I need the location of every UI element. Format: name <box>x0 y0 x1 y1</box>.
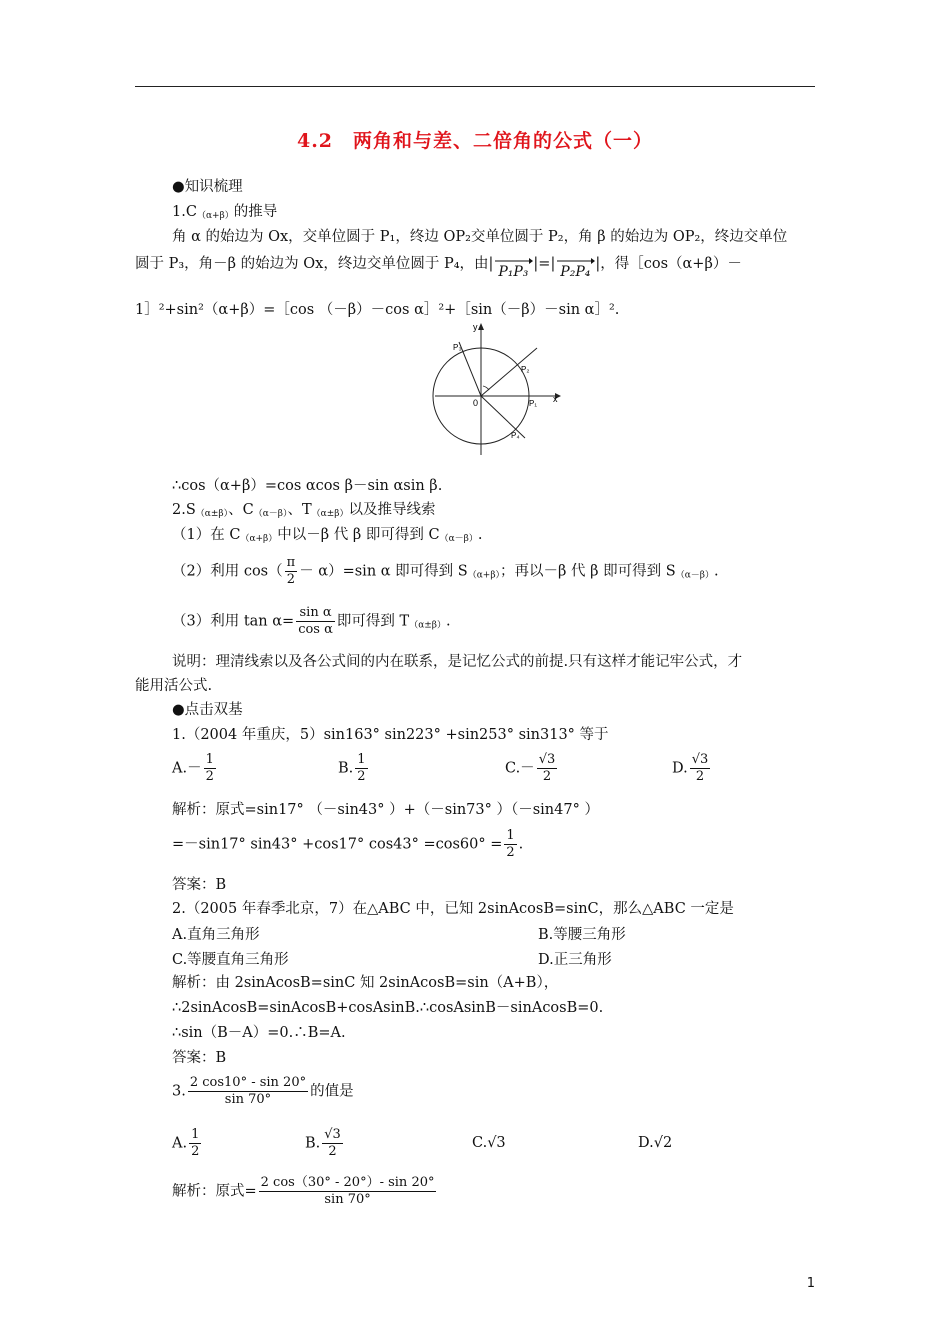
derivation-step-1: （1）在 $C_{(\alpha+\beta)}$中以－β 代 β 即可得到 $C_{(\alpha-\beta)}$. <box>172 527 483 544</box>
diagram-x-label: x <box>553 394 558 404</box>
item1-heading: $1.C_{(\alpha+\beta)}$的推导 <box>172 204 278 221</box>
q3-option-c: C.√3 <box>472 1135 506 1151</box>
para1-line2: 圆于 P₃，角－β 的始边为 Ox，终边交单位圆于 P₄，由| P₁P₃ |=| P₂P₄ |，得［cos（α+β）－ <box>135 256 742 280</box>
diagram-origin-label: 0 <box>473 398 479 408</box>
para1-line1: 角 α 的始边为 Ox，交单位圆于 P₁，终边 OP₂交单位圆于 P₂，角 β 的始边为 OP₂，终边交单位 <box>172 229 788 245</box>
q2-solution-line1: 解析：由 2sinAcosB=sinC 知 2sinAcosB=sin（A+B）， <box>172 975 559 991</box>
question-2: 2.（2005 年春季北京，7）在△ABC 中，已知 2sinAcosB=sinC，那么△ABC 一定是 <box>172 901 734 917</box>
q1-answer: 答案：B <box>172 877 227 893</box>
q1-solution-line2: =－sin17° sin43° +cos17° cos43° =cos60° = $\frac{1}{2}$ . <box>172 828 524 860</box>
header-rule <box>135 86 815 87</box>
q3-option-a: A. $\frac{1}{2}$ <box>172 1127 200 1159</box>
diagram-p1-label: P₁ <box>529 399 538 408</box>
section-heading-basics: ●点击双基 <box>172 702 243 718</box>
vector-p2p4: P₂P₄ <box>555 257 595 279</box>
diagram-p3-label: P₃ <box>453 343 462 352</box>
note-line2: 能用活公式. <box>135 678 213 694</box>
q2-solution-line3: ∴sin（B－A）=0.∴B=A. <box>172 1025 346 1041</box>
derivation-step-2: （2）利用 cos（ $\frac{\pi}{2}$ － α）=sin α 即可得到 $S_{(\alpha+\beta)}$；再以－β 代 β 即可得到 $S_{(\alpha-\beta)}$. <box>172 555 719 587</box>
q1-option-c: C.－ $\frac{√3}{2}$ <box>505 752 556 784</box>
note-line1: 说明：理清线索以及各公式间的内在联系，是记忆公式的前提.只有这样才能记牢公式，才 <box>172 654 743 670</box>
unit-circle-diagram <box>425 320 565 460</box>
q3-option-d: D.√2 <box>638 1135 673 1151</box>
q1-solution-line1: 解析：原式=sin17° （－sin43° ）+（－sin73° ）（－sin47° ） <box>172 802 599 818</box>
q2-option-b: B.等腰三角形 <box>538 927 626 943</box>
page-number: 1 <box>806 1276 815 1291</box>
q3-option-b: B. $\frac{√3}{2}$ <box>305 1127 341 1159</box>
cos-sum-result: ∴cos（α+β）=cos αcos β－sin αsin β. <box>172 478 443 494</box>
section-heading-knowledge: ●知识梳理 <box>172 179 243 195</box>
q3-solution: 解析：原式= $\frac{2 \cos(30^\circ - 20^\circ)- \sin 20^\circ}{\sin 70^\circ}$ <box>172 1175 435 1207</box>
q2-solution-line2: ∴2sinAcosB=sinAcosB+cosAsinB.∴cosAsinB－sinAcosB=0. <box>172 1000 604 1016</box>
para1-line3: 1］²+sin²（α+β）=［cos （－β）－cos α］²+［sin（－β）－sin α］². <box>135 302 620 318</box>
question-3: 3. $\frac{2 \cos 10^\circ - \sin 20^\circ}{\sin 70^\circ}$ 的值是 <box>172 1075 354 1107</box>
question-1: 1.（2004 年重庆，5）sin163° sin223° +sin253° sin313° 等于 <box>172 727 609 743</box>
q1-option-a: A.－ $\frac{1}{2}$ <box>172 752 214 784</box>
derivation-step-3: （3）利用 tan α= $\frac{\text{sin α}}{\text{cos α}}$ 即可得到 $T_{(\alpha\pm\beta)}$. <box>172 605 451 637</box>
diagram-y-label: y <box>473 322 478 332</box>
q2-option-a: A.直角三角形 <box>172 927 260 943</box>
q1-option-b: B. $\frac{1}{2}$ <box>338 752 366 784</box>
item2-heading: $2.S_{(\alpha\pm\beta)}$、$C_{(\alpha-\beta)}$、$T_{(\alpha\pm\beta)}$以及推导线索 <box>172 502 436 519</box>
page-title: 4.2 两角和与差、二倍角的公式（一） <box>296 130 654 152</box>
q2-answer: 答案：B <box>172 1050 227 1066</box>
diagram-p4-label: P₄ <box>511 431 520 440</box>
q1-option-d: D. $\frac{√3}{2}$ <box>672 752 709 784</box>
diagram-p2-label: P₂ <box>521 365 530 374</box>
vector-p1p3: P₁P₃ <box>493 257 533 279</box>
q2-option-d: D.正三角形 <box>538 952 612 968</box>
q2-option-c: C.等腰直角三角形 <box>172 952 289 968</box>
